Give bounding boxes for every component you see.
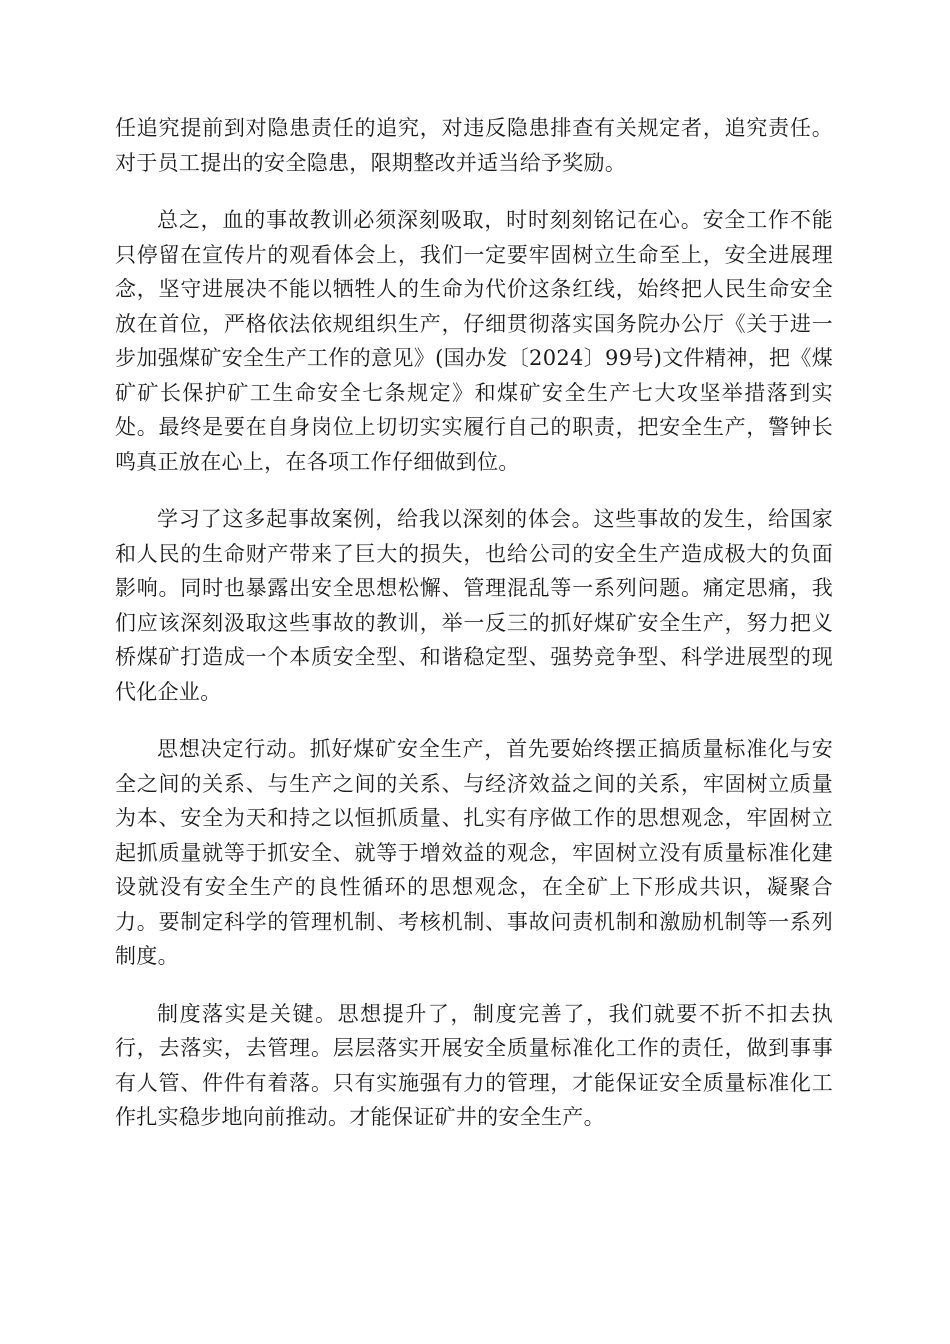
paragraph-4: 思想决定行动。抓好煤矿安全生产，首先要始终摆正搞质量标准化与安全之间的关系、与生产之间的关系、与经济效益之间的关系，牢固树立质量为本、安全为天和持之以恒抓质量、扎实有序做工作的思想观念，牢固树立起抓质量就等于抓安全、就等于增效益的观念，牢固树立没有质量标准化建设就没有安全生产的良性循环的思想观念，在全矿上下形成共识，凝聚合力。要制定科学的管理机制、考核机制、事故问责机制和激励机制等一系列制度。 xyxy=(115,737,833,968)
document-body xyxy=(115,111,833,1158)
paragraph-2: 总之，血的事故教训必须深刻吸取，时时刻刻铭记在心。安全工作不能只停留在宣传片的观看体会上，我们一定要牢固树立生命至上，安全进展理念，坚守进展决不能以牺牲人的生命为代价这条红线，始终把人民生命安全放在首位，严格依法依规组织生产，仔细贯彻落实国务院办公厅《关于进一步加强煤矿安全生产工作的意见》(国办发〔2024〕99号)文件精神，把《煤矿矿长保护矿工生命安全七条规定》和煤矿安全生产七大攻坚举措落到实处。最终是要在自身岗位上切切实实履行自己的职责，把安全生产，警钟长鸣真正放在心上，在各项工作仔细做到位。 xyxy=(115,208,833,474)
paragraph-5: 制度落实是关键。思想提升了，制度完善了，我们就要不折不扣去执行，去落实，去管理。层层落实开展安全质量标准化工作的责任，做到事事有人管、件件有着落。只有实施强有力的管理，才能保证安全质量标准化工作扎实稳步地向前推动。才能保证矿井的安全生产。 xyxy=(115,1001,833,1129)
paragraph-1: 任追究提前到对隐患责任的追究，对违反隐患排查有关规定者，追究责任。对于员工提出的安全隐患，限期整改并适当给予奖励。 xyxy=(115,116,833,175)
paragraph-3: 学习了这多起事故案例，给我以深刻的体会。这些事故的发生，给国家和人民的生命财产带来了巨大的损失，也给公司的安全生产造成极大的负面影响。同时也暴露出安全思想松懈、管理混乱等一系列问题。痛定思痛，我们应该深刻汲取这些事故的教训，举一反三的抓好煤矿安全生产，努力把义桥煤矿打造成一个本质安全型、和谐稳定型、强势竞争型、科学进展型的现代化企业。 xyxy=(115,507,833,704)
